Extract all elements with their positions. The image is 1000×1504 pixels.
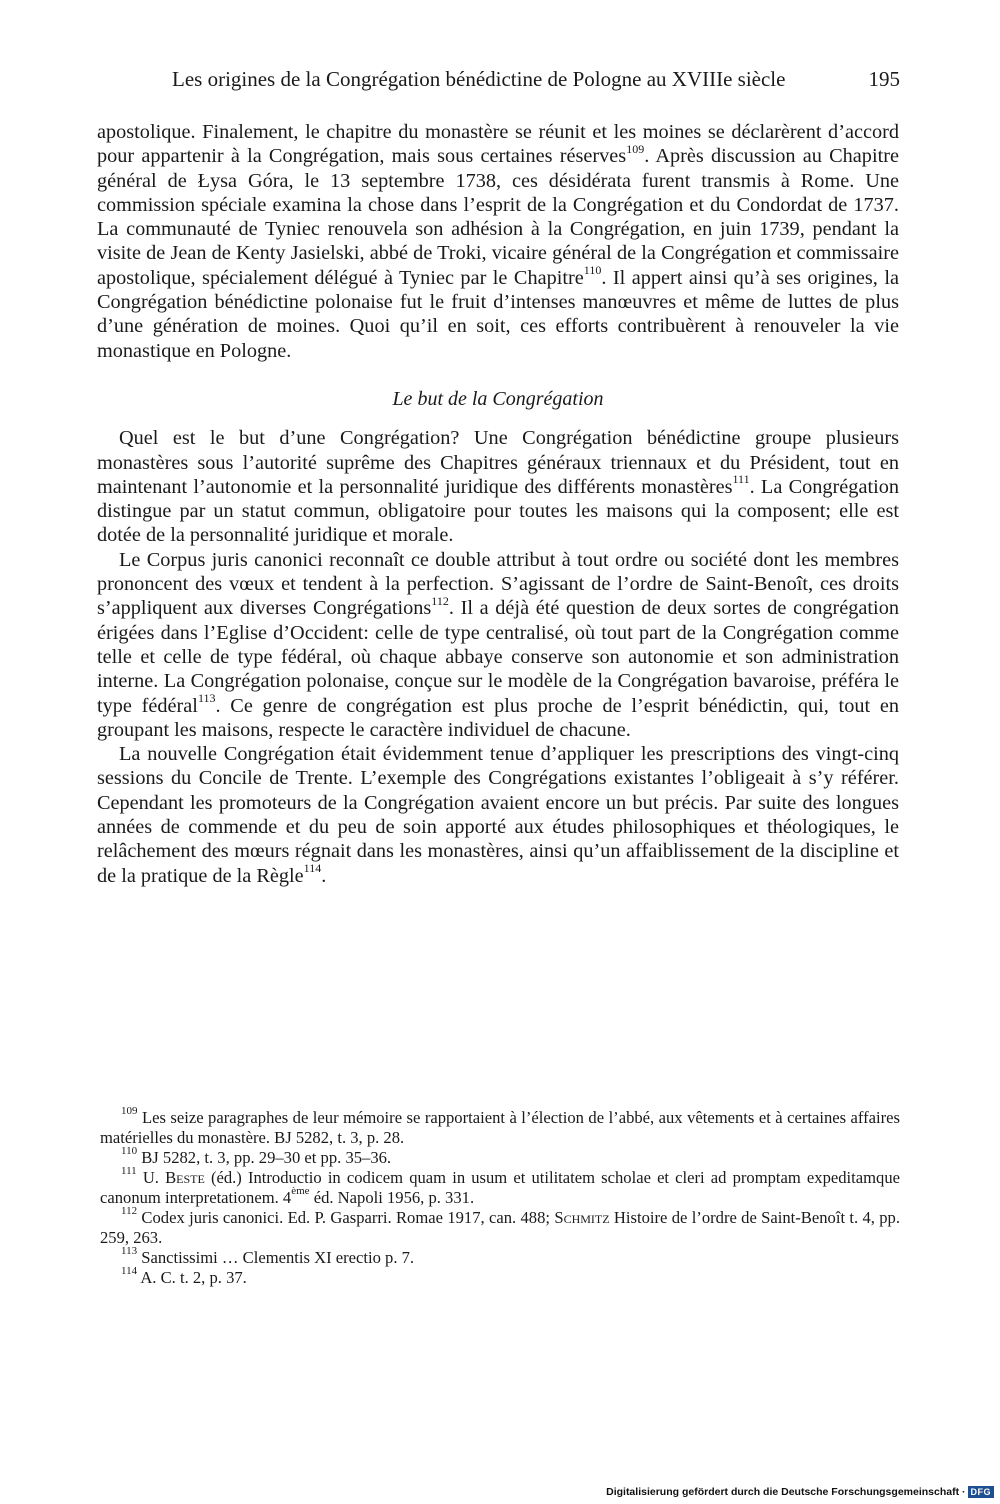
footnote-number: 113 bbox=[121, 1245, 138, 1258]
author-name: Schmitz bbox=[554, 1208, 610, 1227]
footnote-number: 109 bbox=[121, 1105, 138, 1118]
footnote-ref-110[interactable]: 110 bbox=[583, 263, 602, 278]
paragraph-text: . bbox=[321, 864, 327, 887]
running-title: Les origines de la Congrégation bénédictine de Pologne au XVIIIe siècle bbox=[172, 67, 786, 91]
footnote-text: Sanctissimi … Clementis XI erectio p. 7. bbox=[137, 1248, 415, 1267]
author-name: Beste bbox=[165, 1168, 205, 1187]
footnote-110 bbox=[100, 1145, 900, 1168]
footnote-112 bbox=[100, 1205, 900, 1248]
paragraph-3 bbox=[97, 548, 899, 742]
footnote-111 bbox=[100, 1165, 900, 1208]
footnote-text: Les seize paragraphes de leur mémoire se rapportaient à l’élection de l’abbé, aux vêtements et à certaines affaires matérielles du monastère. BJ 5282, t. 3, p. 28. bbox=[100, 1108, 900, 1147]
footnote-ref-114[interactable]: 114 bbox=[303, 860, 322, 875]
dfg-logo-icon: DFG bbox=[968, 1486, 995, 1498]
paragraph-2 bbox=[97, 426, 899, 547]
paragraph-text: . Il a déjà été question de deux sortes de congrégation érigées dans l’Eglise d’Occident: celle de type centralisé, où tout part de la Congrégation comme telle et celle de type fédéral, où chaque abbaye conserve son autonomie et son administration interne. La Congrégation polonaise, conçue sur le modèle de la Congrégation bavaroise, préféra le type fédéral bbox=[97, 597, 899, 717]
footnotes bbox=[100, 1105, 900, 1288]
page-number: 195 bbox=[868, 67, 900, 91]
footnote-number: 111 bbox=[121, 1165, 137, 1178]
footnote-number: 110 bbox=[121, 1145, 138, 1158]
footnote-113 bbox=[100, 1245, 900, 1268]
footnote-number: 112 bbox=[121, 1205, 138, 1218]
footnote-text: BJ 5282, t. 3, pp. 29–30 et pp. 35–36. bbox=[137, 1148, 392, 1167]
paragraph-text: . Après discussion au Chapitre général de Łysa Góra, le 13 septembre 1738, ces désidérata furent transmis à Rome. Une commission spéciale examina la chose dans l’esprit de la Congrégation et du Condordat de 1737. La communauté de Tyniec renouvela son adhésion à la Congrégation, en juin 1739, pendant la visite de Jean de Kenty Jasielski, abbé de Troki, vicaire général de la Congrégation et commissaire apostolique, spécialement délégué à Tyniec par le Chapitre bbox=[97, 145, 899, 289]
paragraph-text: La nouvelle Congrégation était évidemment tenue d’appliquer les prescriptions des vingt-cinq sessions du Concile de Trente. L’exemple des Congrégations existantes l’obligeait à s’y référer. Cependant les promoteurs de la Congrégation avaient encore un but précis. Par suite des longues années de commende et du peu de soin apporté aux études philosophiques et théologiques, le relâchement des mœurs régnait dans les monastères, ainsi qu’un affaiblissement de la discipline et de la pratique de la Règle bbox=[97, 743, 899, 887]
section-heading: Le but de la Congrégation bbox=[392, 387, 604, 410]
paragraph-1 bbox=[97, 120, 899, 363]
edition-superscript: ème bbox=[291, 1185, 310, 1198]
footnote-ref-112[interactable]: 112 bbox=[431, 593, 449, 608]
footnote-text: A. C. t. 2, p. 37. bbox=[137, 1268, 247, 1287]
paragraph-text: . Il appert ainsi qu’à ses origines, la Congrégation bénédictine polonaise fut le fruit d’intenses manœuvres et même de luttes de plus d’une génération de moines. Quoi qu’il en soit, ces efforts contribuèrent à renouveler la vie monastique en Pologne. bbox=[97, 266, 899, 362]
footnote-ref-109[interactable]: 109 bbox=[626, 141, 645, 156]
paragraph-text: . La Congrégation distingue par un statut commun, obligatoire pour toutes les maisons qui la composent; elle est dotée de la personnalité juridique et morale. bbox=[97, 475, 899, 547]
paragraph-text: . Ce genre de congrégation est plus proche de l’esprit bénédictin, qui, tout en groupant les maisons, respecte le caractère individuel de chacune. bbox=[97, 694, 899, 741]
paragraph-text: Quel est le but d’une Congrégation? Une Congrégation bénédictine groupe plusieurs monastères sous l’autorité suprême des Chapitres généraux triennaux et du Président, tout en maintenant l’autonomie et la personnalité juridique des différents monastères bbox=[97, 427, 899, 498]
footnote-number: 114 bbox=[121, 1265, 138, 1278]
footnote-109 bbox=[100, 1105, 900, 1148]
footnote-text: Histoire de l’ordre de Saint-Benoît t. 4, pp. 259, 263. bbox=[100, 1208, 900, 1247]
footnote-text: U. bbox=[136, 1168, 166, 1187]
footnote-text: éd. Napoli 1956, p. 331. bbox=[309, 1188, 475, 1207]
credit-text: Digitalisierung gefördert durch die Deutsche Forschungsgemeinschaft · bbox=[606, 1486, 966, 1498]
footnote-ref-111[interactable]: 111 bbox=[732, 472, 750, 487]
footnote-ref-113[interactable]: 113 bbox=[197, 690, 216, 705]
paragraph-text: apostolique. Finalement, le chapitre du monastère se réunit et les moines se déclarèrent d’accord pour appartenir à la Congrégation, mais sous certaines réserves bbox=[97, 121, 899, 168]
footnote-text: (éd.) Introductio in codicem quam in usum et utilitatem scholae et cleri ad promptam expeditamque canonum interpretationem. 4 bbox=[100, 1168, 900, 1207]
footnote-114 bbox=[100, 1265, 900, 1288]
paragraph-4 bbox=[97, 742, 899, 888]
main-text bbox=[97, 120, 899, 888]
digitization-credit bbox=[606, 1486, 994, 1498]
paragraph-text: Le Corpus juris canonici reconnaît ce double attribut à tout ordre ou société dont les membres prononcent des vœux et tendent à la perfection. S’agissant de l’ordre de Saint-Benoît, ces droits s’appliquent aux diverses Congrégations bbox=[97, 548, 899, 620]
footnote-text: Codex juris canonici. Ed. P. Gasparri. Romae 1917, can. 488; bbox=[137, 1208, 555, 1227]
